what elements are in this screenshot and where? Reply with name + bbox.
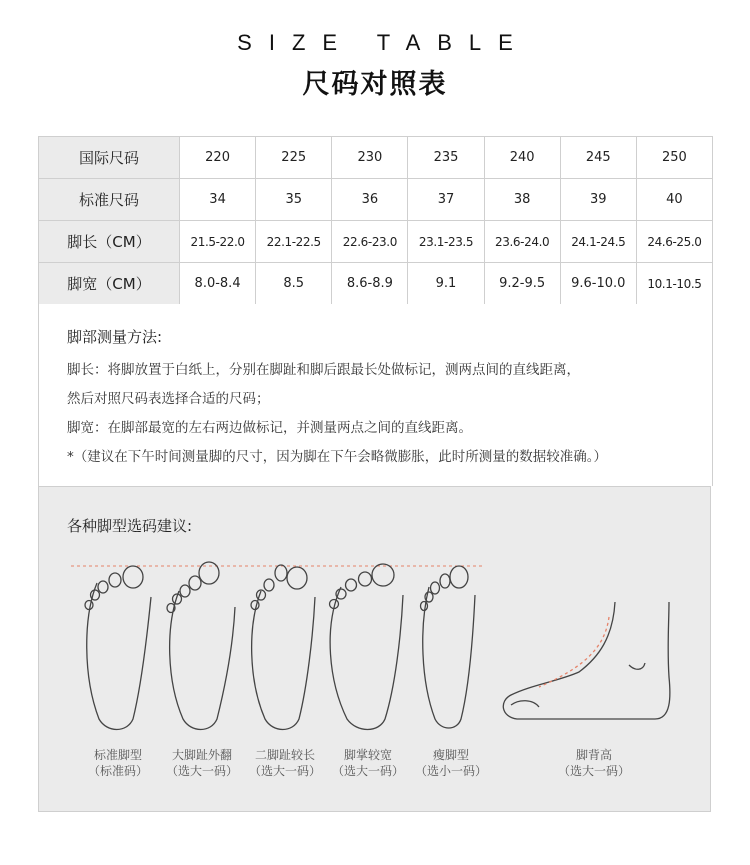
table-cell: 24.1-24.5: [560, 221, 636, 263]
foot-advice: （选小一码）: [414, 764, 487, 778]
slim-foot-icon: [421, 566, 476, 728]
foot-label-standard: [73, 747, 163, 779]
foot-label-wide: [323, 747, 413, 779]
table-cell: 10.1-10.5: [636, 263, 712, 305]
table-cell: 21.5-22.0: [180, 221, 256, 263]
title-cn: 尺码对照表: [302, 69, 448, 100]
table-cell: 250: [636, 137, 712, 179]
table-cell: 225: [256, 137, 332, 179]
table-cell: 37: [408, 179, 484, 221]
table-cell: 22.6-23.0: [332, 221, 408, 263]
measure-title: 脚部测量方法:: [67, 328, 163, 346]
table-row-foot-width: [39, 263, 713, 305]
foot-name: 瘦脚型: [432, 748, 469, 762]
row-label: 国际尺码: [39, 137, 180, 179]
table-cell: 35: [256, 179, 332, 221]
table-cell: 8.5: [256, 263, 332, 305]
table-row-standard-size: [39, 179, 713, 221]
foot-advice: （选大一码）: [248, 764, 321, 778]
table-row-foot-length: [39, 221, 713, 263]
table-row-international-size: [39, 137, 713, 179]
title-en: SIZE TABLE: [237, 30, 530, 55]
table-cell: 235: [408, 137, 484, 179]
row-label: 脚宽（CM）: [39, 263, 180, 305]
table-cell: 23.1-23.5: [408, 221, 484, 263]
foot-type-advice-section: [38, 486, 711, 812]
foot-name: 脚背高: [575, 748, 612, 762]
table-cell: 38: [484, 179, 560, 221]
table-cell: 22.1-22.5: [256, 221, 332, 263]
table-cell: 220: [180, 137, 256, 179]
foot-advice: （选大一码）: [331, 764, 404, 778]
bunion-foot-icon: [167, 562, 235, 730]
size-table: [38, 136, 713, 305]
measure-line-length-cont: 然后对照尺码表选择合适的尺码；: [67, 391, 270, 407]
foot-advice: （选大一码）: [165, 764, 238, 778]
table-cell: 24.6-25.0: [636, 221, 712, 263]
row-label: 标准尺码: [39, 179, 180, 221]
table-cell: 34: [180, 179, 256, 221]
high-instep-foot-icon: [503, 602, 670, 719]
table-cell: 8.0-8.4: [180, 263, 256, 305]
long-second-toe-foot-icon: [251, 565, 315, 730]
advice-title: 各种脚型选码建议:: [67, 517, 193, 535]
foot-advice: （选大一码）: [557, 764, 630, 778]
standard-foot-icon: [85, 566, 151, 730]
table-cell: 240: [484, 137, 560, 179]
table-cell: 9.6-10.0: [560, 263, 636, 305]
measure-line-note: *（建议在下午时间测量脚的尺寸，因为脚在下午会略微膨胀，此时所测量的数据较准确。）: [67, 449, 607, 465]
measure-method-section: [38, 304, 713, 486]
wide-foot-icon: [330, 564, 404, 730]
foot-name: 标准脚型: [93, 748, 142, 762]
row-label: 脚长（CM）: [39, 221, 180, 263]
foot-label-slim: [406, 747, 496, 779]
table-cell: 23.6-24.0: [484, 221, 560, 263]
table-cell: 230: [332, 137, 408, 179]
table-cell: 40: [636, 179, 712, 221]
foot-label-high-instep: [549, 747, 639, 779]
foot-name: 大脚趾外翻: [171, 748, 232, 762]
foot-name: 二脚趾较长: [254, 748, 315, 762]
measure-line-length: 脚长：将脚放置于白纸上，分别在脚趾和脚后跟最长处做标记，测两点间的直线距离，: [67, 362, 580, 378]
foot-advice: （标准码）: [87, 764, 148, 778]
foot-label-bunion: [157, 747, 247, 779]
measure-line-width: 脚宽：在脚部最宽的左右两边做标记，并测量两点之间的直线距离。: [67, 420, 472, 436]
table-cell: 9.1: [408, 263, 484, 305]
table-cell: 36: [332, 179, 408, 221]
table-cell: 8.6-8.9: [332, 263, 408, 305]
table-cell: 9.2-9.5: [484, 263, 560, 305]
foot-name: 脚掌较宽: [343, 748, 392, 762]
foot-label-long-second-toe: [240, 747, 330, 779]
table-cell: 245: [560, 137, 636, 179]
table-cell: 39: [560, 179, 636, 221]
